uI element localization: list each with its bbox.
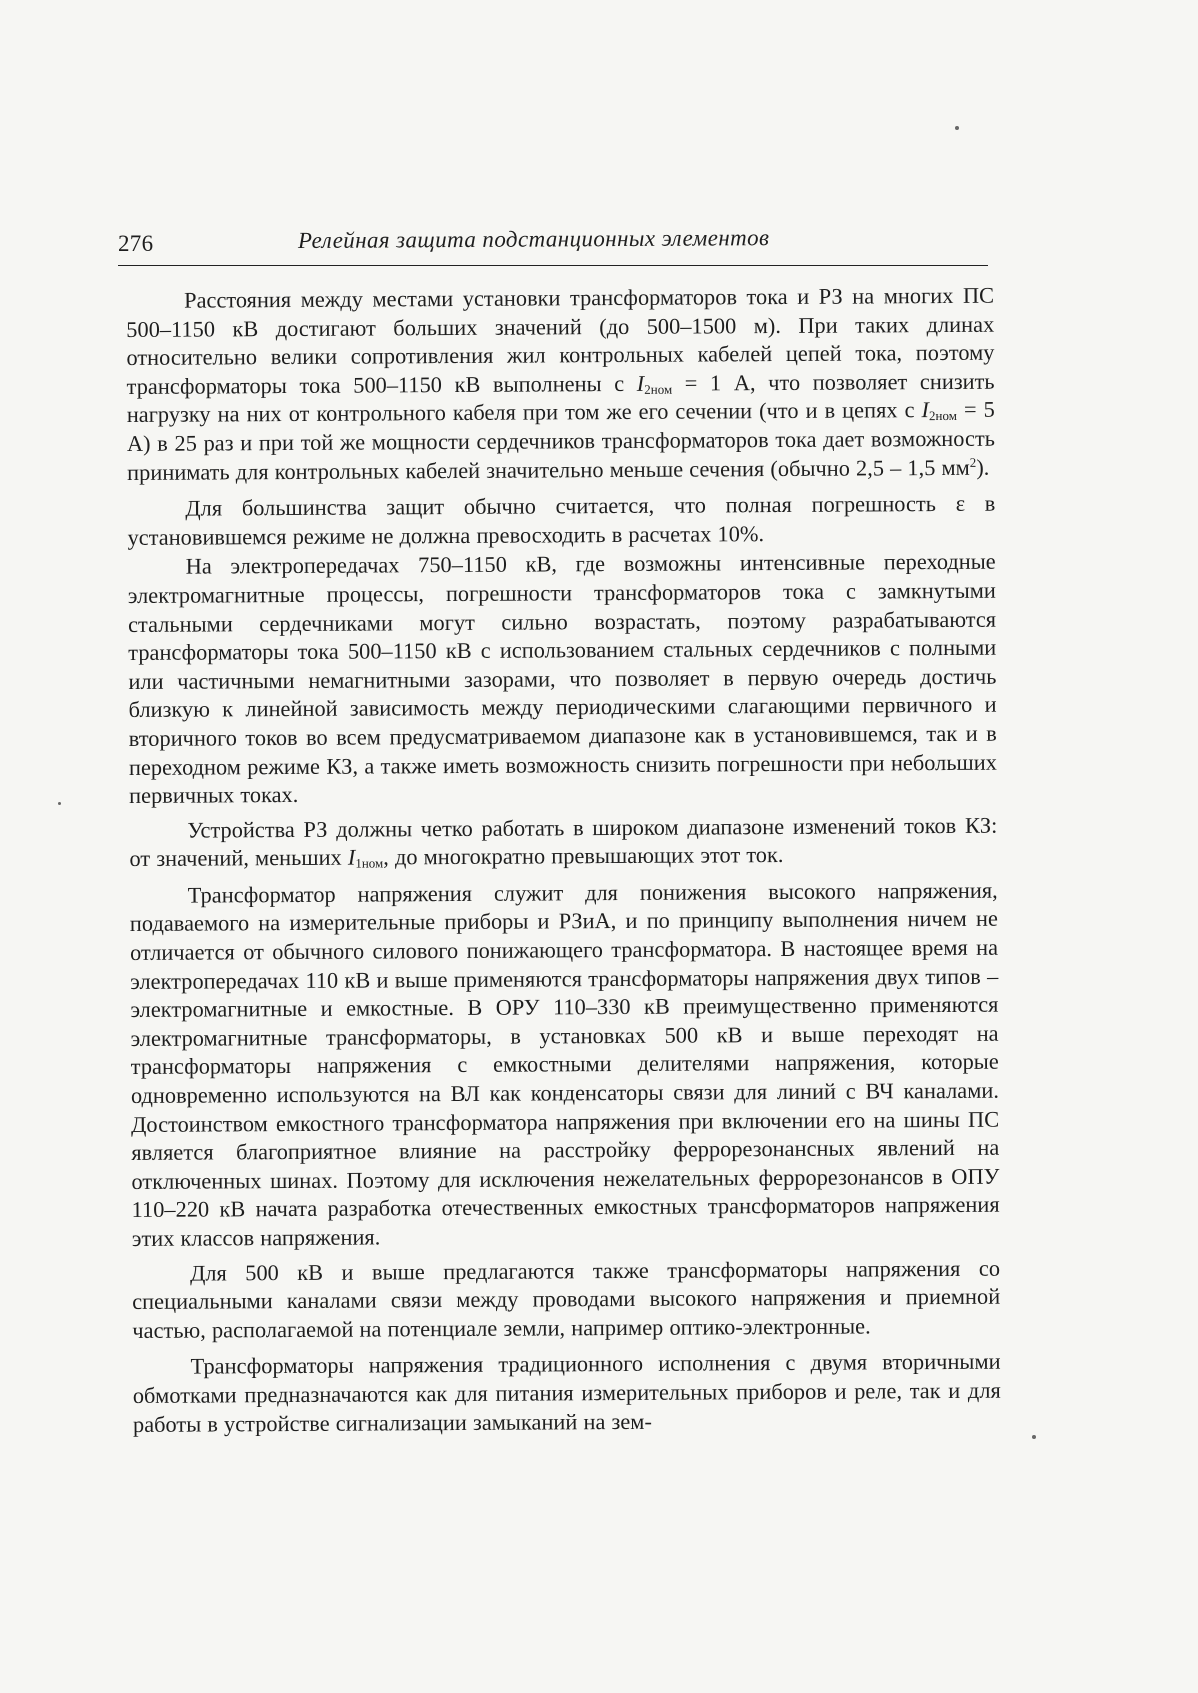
current-symbol: I	[347, 844, 356, 870]
current-symbol: I	[636, 370, 645, 396]
scan-speck	[1032, 1435, 1036, 1439]
paragraph-text: Расстояния между местами установки трансформаторов тока и РЗ на многих ПС 500–1150 кВ достигают больших значений (до 500–1500 м). При таких длинах относительно велики сопротивления жил контрольных кабелей цепей тока, поэтому трансформаторы тока 500–1150 кВ выполнены с	[126, 282, 995, 399]
paragraph-current-transformers-distance	[126, 282, 995, 487]
page-header	[118, 225, 988, 266]
paragraph-text: ).	[976, 454, 990, 480]
document-body	[126, 282, 1001, 1439]
paragraph-voltage-transformer: Трансформатор напряжения служит для понижения высокого напряжения, подаваемого на измерительные приборы и РЗиА, и по принципу выполнения ничем не отличается от обычного силового понижающего трансформатора. В настоящее время на электропередачах 110 кВ и выше применяются трансформаторы напряжения двух типов – электромагнитные и емкостные. В ОРУ 110–330 кВ преимущественно применяются электромагнитные трансформаторы, в установках 500 кВ и выше переходят на трансформаторы напряжения с емкостными делителями напряжения, которые одновременно используются на ВЛ как конденсаторы связи для линий с ВЧ каналами. Достоинством емкостного трансформатора напряжения при включении его на шины ПС является благоприятное влияние на расстройку феррорезонансных явлений на отключенных шинах. Поэтому для исключения нежелательных феррорезонансов в ОПУ 110–220 кВ начата разработка отечественных емкостных трансформаторов напряжения этих классов напряжения.	[129, 877, 1000, 1251]
scan-speck	[955, 126, 959, 130]
paragraph-total-error: Для большинства защит обычно считается, что полная погрешность ε в установившемся режиме не должна превосходить в расчетах 10%.	[127, 490, 996, 550]
scan-speck	[58, 802, 61, 805]
paragraph-transient-processes: На электропередачах 750–1150 кВ, где возможны интенсивные переходные электромагнитные процессы, погрешности трансформаторов тока с замкнутыми стальными сердечниками могут сильно возрастать, поэтому разрабатываются трансформаторы тока 500–1150 кВ с использованием стальных сердечников с полными или частичными немагнитными зазорами, что позволяет в первую очередь достичь близкую к линейной зависимость между периодическими слагающими первичного и вторичного токов во всем предусматриваемом диапазоне как в установившемся, так и в переходном режиме КЗ, а также иметь возможность снизить погрешности при небольших первичных токах.	[127, 549, 997, 809]
paragraph-relay-range	[129, 811, 997, 873]
page-number: 276	[118, 231, 154, 256]
paragraph-traditional-transformers: Трансформаторы напряжения традиционного исполнения с двумя вторичными обмотками предназначаются как для питания измерительных приборов и реле, так и для работы в устройстве сигнализации замыканий на зем-	[132, 1349, 1001, 1437]
running-title: Релейная защита подстанционных элементов	[297, 225, 770, 253]
subscript-rated-secondary: 2ном	[644, 381, 673, 397]
paragraph-text: = 1 А, что позволяет снизить нагрузку на них от контрольного кабеля при том же его сечении (что и в цепях с	[126, 368, 995, 428]
subscript-rated-primary: 1ном	[355, 855, 384, 871]
superscript-square: 2	[969, 454, 977, 470]
paragraph-text: Устройства РЗ должны четко работать в широком диапазоне изменений токов КЗ: от значений, меньших	[129, 812, 998, 872]
paragraph-text: , до многократно превышающих этот ток.	[383, 842, 784, 870]
subscript-rated-secondary: 2ном	[928, 408, 957, 424]
current-symbol: I	[921, 397, 930, 423]
paragraph-text: = 5 А) в 25 раз и при той же мощности сердечников трансформаторов тока дает возможность принимать для контрольных кабелей значительно меньше сечения (обычно 2,5 – 1,5 мм	[126, 397, 996, 485]
paragraph-special-channels: Для 500 кВ и выше предлагаются также трансформаторы напряжения со специальными каналами связи между проводами высокого напряжения и приемной частью, располагаемой на потенциале земли, например оптико-электронные.	[132, 1255, 1001, 1343]
